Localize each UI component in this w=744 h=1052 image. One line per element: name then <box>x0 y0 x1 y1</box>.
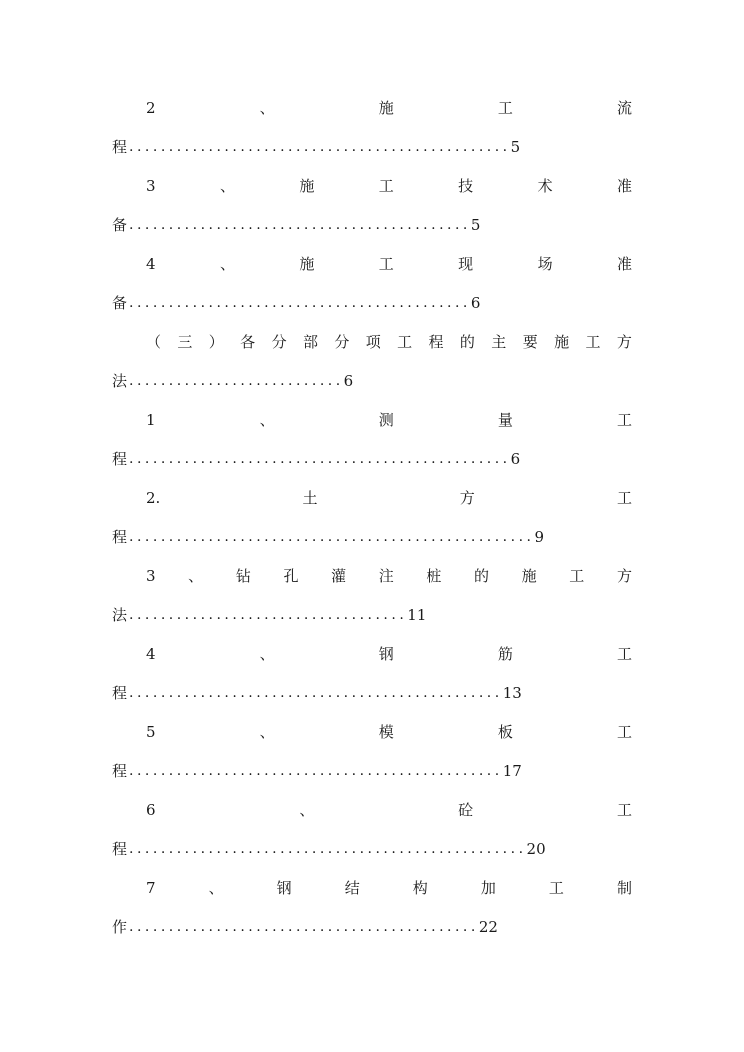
title-token: 钢 <box>378 645 394 663</box>
title-token: 2 <box>146 99 156 117</box>
leader-dots: ................................................ <box>129 451 511 467</box>
title-token: 制 <box>616 879 632 897</box>
title-token: 工 <box>585 333 601 351</box>
title-token: 钢 <box>276 879 292 897</box>
title-token: 技 <box>458 177 474 195</box>
title-token: 方 <box>459 489 475 507</box>
title-token: 施 <box>299 255 315 273</box>
title-token: 工 <box>378 255 394 273</box>
title-token: 注 <box>378 567 394 585</box>
toc-entry-leader <box>112 525 544 549</box>
leader-dots: ............................................... <box>129 685 503 701</box>
toc-entry-leader <box>112 447 520 471</box>
title-token: 主 <box>491 333 507 351</box>
title-token: 各 <box>240 333 256 351</box>
title-token: 工 <box>616 801 632 819</box>
title-tail: 程 <box>112 138 128 156</box>
title-token: 3 <box>146 177 156 195</box>
title-token: 术 <box>537 177 553 195</box>
title-token: 7 <box>146 879 156 897</box>
title-tail: 程 <box>112 684 128 702</box>
leader-dots: ................................... <box>129 607 408 623</box>
title-token: 分 <box>271 333 287 351</box>
toc-entry-leader <box>112 213 480 237</box>
title-tail: 备 <box>112 294 128 312</box>
title-tail: 程 <box>112 762 128 780</box>
title-token: 方 <box>616 567 632 585</box>
title-token: 项 <box>365 333 381 351</box>
title-token: 4 <box>146 255 156 273</box>
page-number: 17 <box>502 762 522 780</box>
title-tail: 程 <box>112 450 128 468</box>
toc-entry-title <box>146 642 632 666</box>
title-token: 、 <box>259 645 275 663</box>
title-tail: 法 <box>112 372 128 390</box>
title-token: 施 <box>554 333 570 351</box>
title-token: 工 <box>616 489 632 507</box>
title-token: 孔 <box>283 567 299 585</box>
toc-entry-leader <box>112 837 546 861</box>
title-tail: 程 <box>112 840 128 858</box>
title-token: 施 <box>378 99 394 117</box>
title-token: 现 <box>458 255 474 273</box>
title-token: 、 <box>188 567 204 585</box>
title-token: 的 <box>474 567 490 585</box>
page-number: 20 <box>526 840 546 858</box>
title-token: 流 <box>616 99 632 117</box>
title-token: 加 <box>480 879 496 897</box>
toc-entry-title <box>146 564 632 588</box>
title-token: 构 <box>412 879 428 897</box>
title-token: 施 <box>299 177 315 195</box>
toc-entry-title <box>146 486 632 510</box>
toc-entry-title <box>146 252 632 276</box>
page-number: 5 <box>510 138 521 156</box>
title-token: 5 <box>146 723 156 741</box>
title-token: 工 <box>378 177 394 195</box>
title-token: 桩 <box>426 567 442 585</box>
toc-entry-leader <box>112 291 480 315</box>
title-token: 、 <box>299 801 315 819</box>
title-tail: 备 <box>112 216 128 234</box>
title-token: 量 <box>497 411 513 429</box>
title-token: 工 <box>616 723 632 741</box>
toc-entry-title <box>146 408 632 432</box>
page-number: 22 <box>478 918 498 936</box>
title-token: 工 <box>497 99 513 117</box>
title-token: 2. <box>146 489 161 507</box>
title-token: 准 <box>616 255 632 273</box>
title-token: 工 <box>616 645 632 663</box>
toc-entry-leader <box>112 369 353 393</box>
title-token: 工 <box>397 333 413 351</box>
title-token: 场 <box>537 255 553 273</box>
toc-entry-title <box>146 96 632 120</box>
page-number: 13 <box>502 684 522 702</box>
title-token: 施 <box>521 567 537 585</box>
title-token: 、 <box>259 723 275 741</box>
title-token: 的 <box>459 333 475 351</box>
title-token: 板 <box>497 723 513 741</box>
leader-dots: .................................................. <box>129 841 527 857</box>
page-number: 6 <box>343 372 354 390</box>
title-token: 部 <box>302 333 318 351</box>
title-token: 结 <box>344 879 360 897</box>
title-token: 、 <box>219 177 235 195</box>
title-token: 工 <box>569 567 585 585</box>
page-number: 9 <box>534 528 545 546</box>
page-number: 6 <box>470 294 481 312</box>
title-token: 、 <box>259 99 275 117</box>
title-token: 灌 <box>331 567 347 585</box>
toc-entry-title <box>146 876 632 900</box>
leader-dots: ............................................... <box>129 763 503 779</box>
title-token: 准 <box>616 177 632 195</box>
title-token: 土 <box>302 489 318 507</box>
title-token: 工 <box>616 411 632 429</box>
title-token: 分 <box>334 333 350 351</box>
title-token: 钻 <box>235 567 251 585</box>
title-tail: 程 <box>112 528 128 546</box>
title-token: 测 <box>378 411 394 429</box>
title-token: 、 <box>219 255 235 273</box>
title-token: 6 <box>146 801 156 819</box>
title-token: （ <box>146 333 162 351</box>
title-token: 工 <box>548 879 564 897</box>
title-token: 要 <box>522 333 538 351</box>
title-token: 、 <box>259 411 275 429</box>
title-token: 三 <box>177 333 193 351</box>
title-token: ） <box>208 333 224 351</box>
title-token: 4 <box>146 645 156 663</box>
title-token: 3 <box>146 567 156 585</box>
leader-dots: ................................................ <box>129 139 511 155</box>
leader-dots: ........................................... <box>129 217 471 233</box>
toc-entry-leader <box>112 915 498 939</box>
toc-entry-title <box>146 720 632 744</box>
toc-entry-title <box>146 330 632 354</box>
title-token: 程 <box>428 333 444 351</box>
leader-dots: ........................... <box>129 373 344 389</box>
toc-entry-leader <box>112 603 426 627</box>
toc-entry-title <box>146 798 632 822</box>
toc-entry-leader <box>112 135 520 159</box>
title-token: 砼 <box>458 801 474 819</box>
leader-dots: ........................................... <box>129 295 471 311</box>
title-token: 模 <box>378 723 394 741</box>
leader-dots: ................................................... <box>129 529 535 545</box>
toc-entry-leader <box>112 759 522 783</box>
title-token: 1 <box>146 411 156 429</box>
title-token: 、 <box>208 879 224 897</box>
title-token: 方 <box>616 333 632 351</box>
title-token: 筋 <box>497 645 513 663</box>
title-tail: 作 <box>112 918 128 936</box>
leader-dots: ............................................ <box>129 919 479 935</box>
toc-entry-leader <box>112 681 522 705</box>
toc-entry-title <box>146 174 632 198</box>
page-number: 6 <box>510 450 521 468</box>
page-number: 11 <box>407 606 427 624</box>
title-tail: 法 <box>112 606 128 624</box>
page-number: 5 <box>470 216 481 234</box>
